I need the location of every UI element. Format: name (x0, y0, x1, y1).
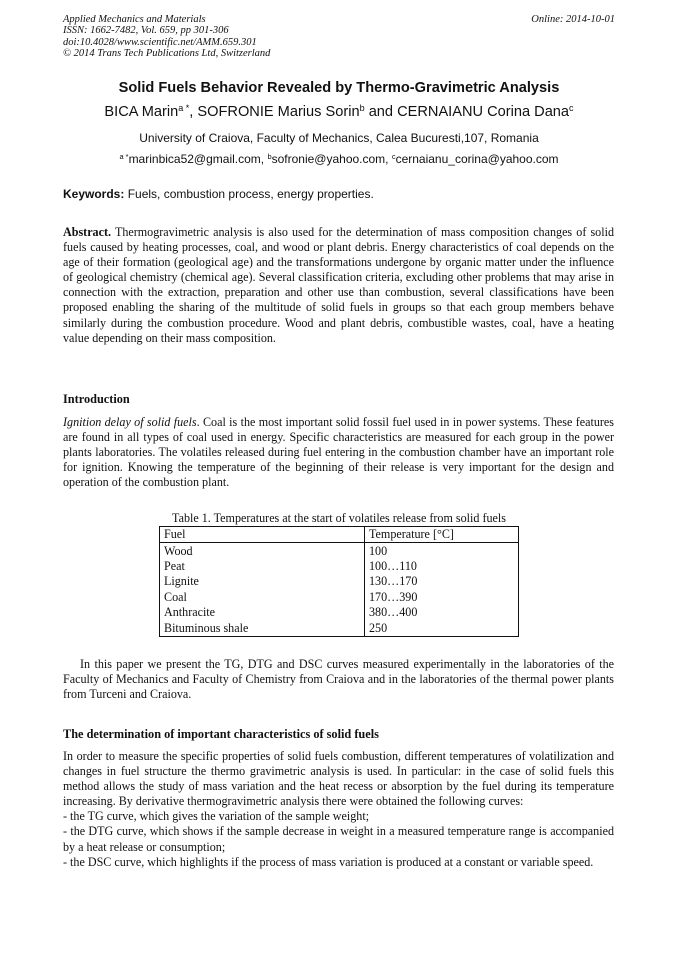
temperature-cell: 130…170 (369, 574, 418, 589)
abstract-text: Thermogravimetric analysis is also used for the determination of mass composition changes of solid fuels caused by heating processes, coal, and wood or plant debris. Energy characteristics of coal depends on the age of their formation (geological age) and the transformations undergone by organic matter under the influence of geological chemistry (chemical age). Several classification criteria, excluding other problems that may arise in connection with the extraction, preparation and other use than combustion, several classifications have been proposed enabling the sharing of the multitude of solid fuels in groups so that each group members behave similarly during the combustion procedure. Wood and plant debris, combustible wastes, coal, have a heating value depending on their mass composition. (63, 225, 614, 345)
journal-meta (63, 14, 270, 60)
copyright-line: © 2014 Trans Tech Publications Ltd, Switzerland (63, 48, 271, 60)
keywords-text: Fuels, combustion process, energy properties. (124, 187, 374, 201)
author-2: , SOFRONIE Marius Sorin (189, 104, 360, 120)
col-fuel-header: Fuel (160, 527, 365, 543)
section-heading: The determination of important characteristics of solid fuels (63, 727, 379, 741)
email-line (0, 152, 678, 166)
temperature-cell: 250 (369, 620, 388, 635)
paper-title: Solid Fuels Behavior Revealed by Thermo-Gravimetric Analysis (118, 80, 560, 96)
paper-paragraph: In this paper we present the TG, DTG and DSC curves measured experimentally in the laboratories of the Faculty of Mechanics and Faculty of Chemistry from Craiova and in the laboratories of the thermal power plants from Turceni and Craiova. (63, 657, 614, 702)
affiliation: University of Craiova, Faculty of Mechanics, Calea Bucuresti,107, Romania (139, 131, 539, 145)
email-c-sup: c (391, 151, 396, 161)
email-a[interactable]: marinbica52@gmail.com, (128, 152, 268, 166)
issn-line: ISSN: 1662-7482, Vol. 659, pp 301-306 (63, 25, 229, 37)
table-caption: Table 1. Temperatures at the start of volatiles release from solid fuels (172, 511, 506, 525)
keywords (63, 187, 374, 201)
introduction-text: . Coal is the most important solid fossil fuel used in in power systems. These features are found in all types of coal used in energy. Specific characteristics are measured for each group in the power plants laboratories. The volatiles released during fuel entering in the combustion chamber have an important role for ignition. Knowing the temperature of the beginning of their release is very important for the design and operation of the combustion plant. (63, 415, 614, 490)
table-row (160, 590, 519, 605)
email-b-sup: b (267, 151, 272, 161)
introduction-lead: Ignition delay of solid fuels (63, 415, 197, 429)
list-item: - the DSC curve, which highlights if the process of mass variation is produced at a constant or variable speed. (63, 854, 594, 869)
email-c[interactable]: cernaianu_corina@yahoo.com (395, 152, 559, 166)
abstract (63, 225, 614, 346)
table-row (160, 543, 519, 559)
author-line (0, 104, 678, 120)
list-item: - the TG curve, which gives the variation of the sample weight; (63, 809, 370, 824)
introduction-paragraph (63, 415, 614, 490)
author-1-sup: a * (178, 103, 190, 114)
temperature-cell: 100 (369, 543, 388, 558)
section-paragraph (63, 749, 614, 870)
email-a-sup: a * (119, 151, 129, 161)
table-row (160, 574, 519, 589)
online-date: Online: 2014-10-01 (531, 14, 615, 25)
author-3-sup: c (569, 103, 574, 114)
fuel-cell: Coal (160, 590, 365, 605)
fuel-cell: Wood (160, 543, 365, 559)
author-3: and CERNAIANU Corina Dana (364, 104, 570, 120)
temperature-cell: 170…390 (369, 589, 418, 604)
list-item: - the DTG curve, which shows if the sample decrease in weight in a measured temperature range is accompanied by a heat release or consumption; (63, 824, 614, 854)
fuel-cell: Lignite (160, 574, 365, 589)
author-2-sup: b (359, 103, 365, 114)
table-row (160, 605, 519, 620)
keywords-label: Keywords: (63, 187, 125, 201)
table-header-row (160, 527, 519, 543)
fuel-cell: Peat (160, 559, 365, 574)
doi-line: doi:10.4028/www.scientific.net/AMM.659.301 (63, 36, 257, 48)
author-1: BICA Marin (104, 104, 179, 120)
section-text: In order to measure the specific properties of solid fuels combustion, different temperatures of volatilization and changes in fuel structure the thermo gravimetric analysis is used. In particular: in the case of solid fuels this method allows the study of mass variation and the heat recess or absorption by the fuel during its temperature increasing. By derivative thermogravimetric analysis there were obtained the following curves: (63, 749, 614, 809)
introduction-heading: Introduction (63, 392, 130, 406)
abstract-label: Abstract. (63, 225, 112, 239)
fuel-temperature-table (159, 526, 519, 637)
temperature-cell: 380…400 (369, 605, 418, 620)
col-temperature-header: Temperature [°C] (365, 527, 519, 543)
table-row (160, 559, 519, 574)
journal-name: Applied Mechanics and Materials (63, 14, 206, 25)
temperature-cell: 100…110 (369, 558, 417, 573)
table-row (160, 620, 519, 636)
fuel-cell: Bituminous shale (160, 620, 365, 636)
email-b[interactable]: sofronie@yahoo.com, (271, 152, 392, 166)
fuel-cell: Anthracite (160, 605, 365, 620)
